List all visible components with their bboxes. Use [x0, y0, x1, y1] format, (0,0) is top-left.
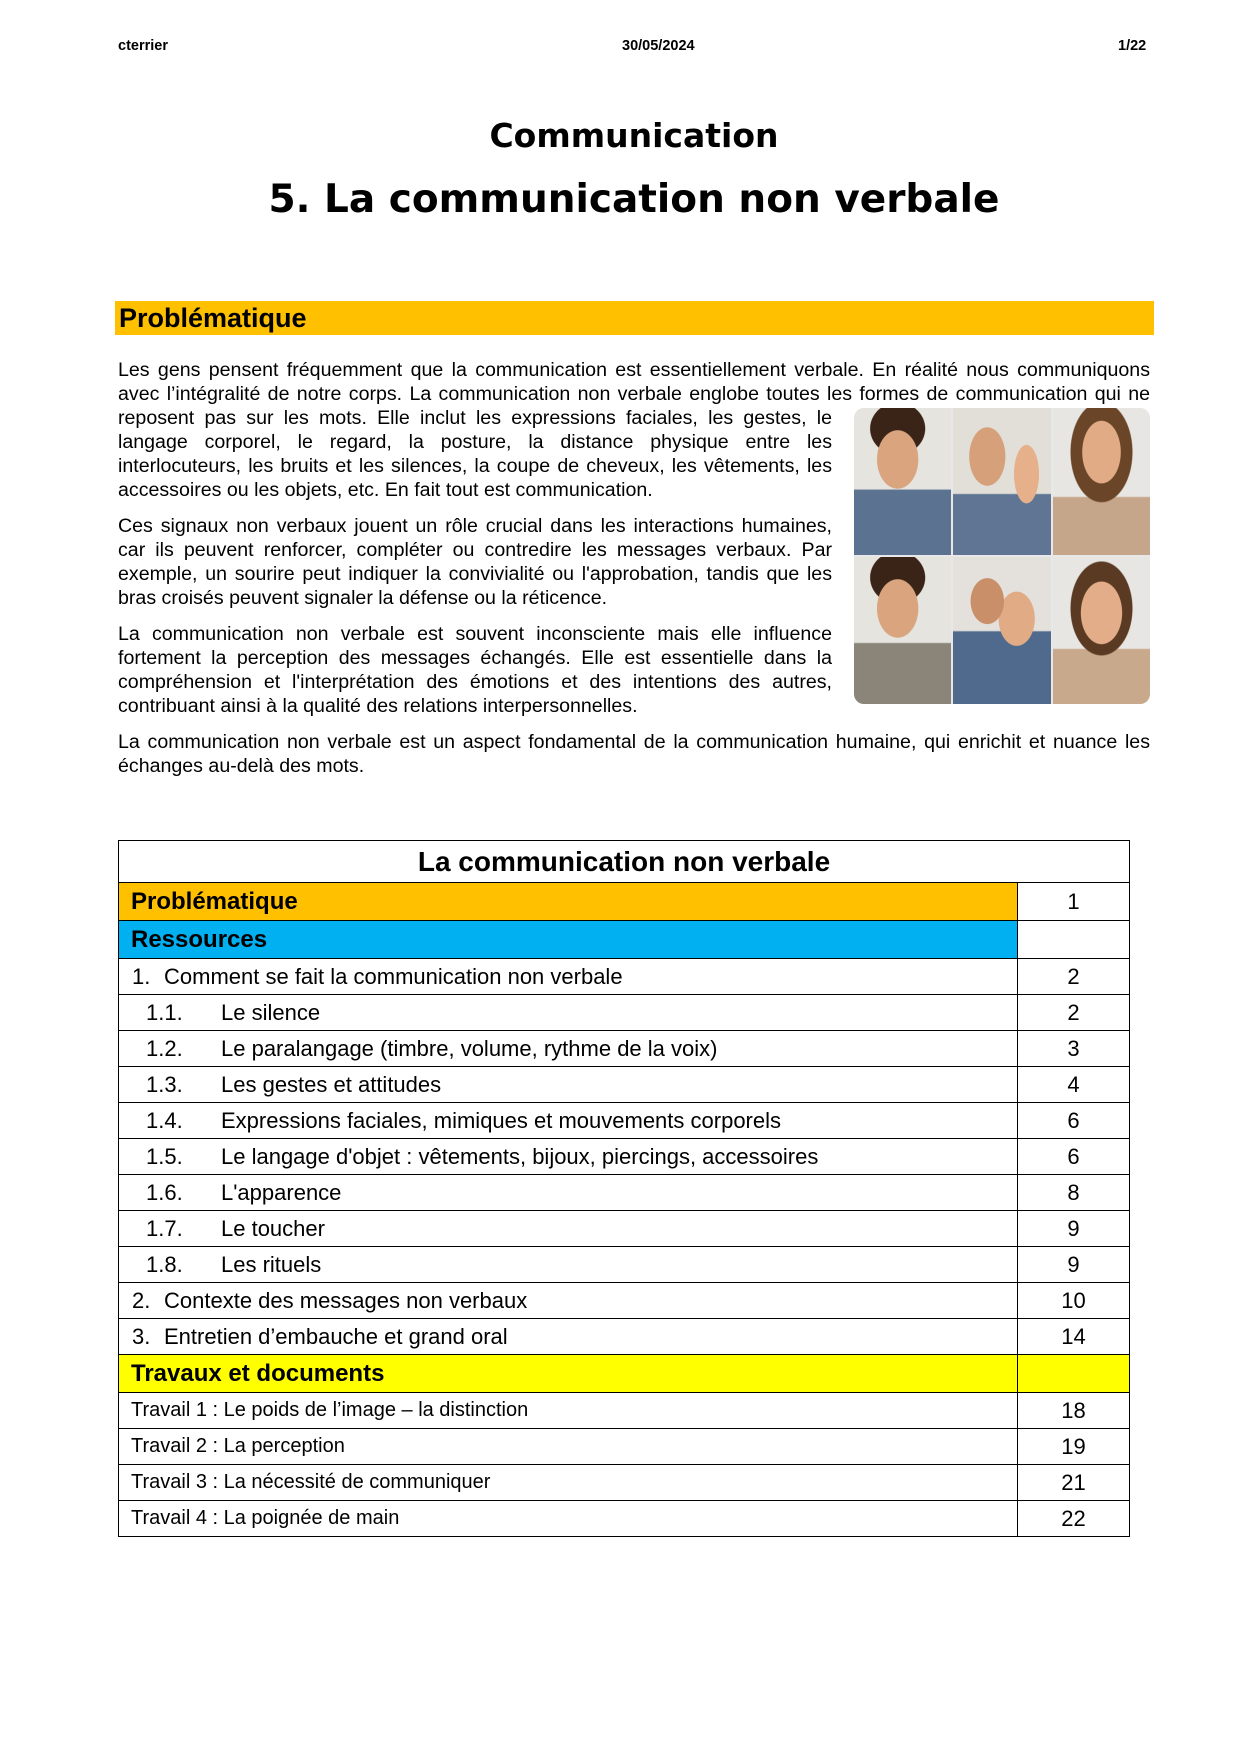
toc-row-travaux[interactable]: [119, 1355, 1130, 1393]
toc-number: 1.6.: [146, 1179, 183, 1205]
toc-number: 1.7.: [146, 1215, 183, 1241]
toc-number: 1.: [132, 963, 151, 989]
toc-number: 1.3.: [146, 1071, 183, 1097]
paragraph: La communication non verbale est souvent inconsciente mais elle influence fortement la perception des messages échangés. Elle est essentielle dans la compréhension et l'interprétation des émotions et des intentions des autres, contribuant ainsi à la qualité des relations interpersonnelles.: [118, 623, 832, 717]
toc-label: Le toucher: [221, 1215, 325, 1241]
toc-entry: [119, 1139, 1018, 1175]
toc-label: Contexte des messages non verbaux: [164, 1287, 528, 1313]
toc-row[interactable]: [119, 1031, 1130, 1067]
toc-row[interactable]: [119, 1319, 1130, 1355]
toc-label: Le silence: [221, 999, 321, 1025]
toc-entry: [119, 1175, 1018, 1211]
section-heading: Problématique: [119, 303, 307, 333]
photo-man-waving: [953, 408, 1050, 555]
toc-label: Travaux et documents: [119, 1355, 1018, 1393]
toc-row-travail[interactable]: [119, 1429, 1130, 1465]
toc-label: Le paralangage (timbre, volume, rythme de la voix): [221, 1035, 718, 1061]
toc-page: 6: [1018, 1103, 1130, 1139]
toc-row[interactable]: [119, 1247, 1130, 1283]
toc-page: 3: [1018, 1031, 1130, 1067]
toc-row-travail[interactable]: [119, 1501, 1130, 1537]
toc-entry: [119, 1103, 1018, 1139]
toc-entry: [119, 959, 1018, 995]
toc-entry: [119, 995, 1018, 1031]
toc-row[interactable]: [119, 995, 1130, 1031]
document-title: Communication: [489, 116, 779, 155]
toc-title: La communication non verbale: [119, 841, 1130, 883]
toc-number: 2.: [132, 1287, 151, 1313]
toc-entry: [119, 1283, 1018, 1319]
header-author: cterrier: [118, 38, 168, 54]
header-date: 30/05/2024: [622, 38, 695, 54]
toc-page: 2: [1018, 959, 1130, 995]
paragraph: La communication non verbale est un aspect fondamental de la communication humaine, qui enrichit et nuance les échanges au-delà des mots.: [118, 731, 1150, 777]
toc-number: 1.4.: [146, 1107, 183, 1133]
nonverbal-photo-collage: [854, 408, 1150, 704]
toc-page: 8: [1018, 1175, 1130, 1211]
paragraph: Les gens pensent fréquemment que la communication est essentiellement verbale. En réalité nous communiquons avec l’intégralité de notre corps. La communication non verbale englobe toutes les formes de communication qui ne reposent pas sur les mots. Elle inclut les expressions faciales, les gestes, le langage corporel, le regard, la posture, la distance physique entre les interlocuteurs, les bruits et les silences, la coupe de cheveux, les vêtements, les accessoires ou les objets, etc. En fait tout est communication.: [118, 359, 1150, 501]
toc-page: 4: [1018, 1067, 1130, 1103]
table-of-contents: [118, 840, 1130, 1537]
toc-label: Travail 1 : Le poids de l’image – la distinction: [119, 1393, 1018, 1429]
toc-page: 18: [1018, 1393, 1130, 1429]
toc-row-problematique[interactable]: [119, 883, 1130, 921]
paragraph: Ces signaux non verbaux jouent un rôle crucial dans les interactions humaines, car ils peuvent renforcer, compléter ou contredire les messages verbaux. Par exemple, un sourire peut indiquer la convivialité ou l'approbation, tandis que les bras croisés peuvent signaler la défense ou la réticence.: [118, 515, 832, 609]
toc-page: 14: [1018, 1319, 1130, 1355]
toc-row[interactable]: [119, 1211, 1130, 1247]
photo-woman-ok-gestures: [1053, 408, 1150, 555]
toc-page: 9: [1018, 1211, 1130, 1247]
photo-couple-hugging: [953, 557, 1050, 704]
toc-label: L'apparence: [221, 1179, 342, 1205]
toc-label: Problématique: [119, 883, 1018, 921]
toc-page: 21: [1018, 1465, 1130, 1501]
toc-label: Les rituels: [221, 1251, 322, 1277]
toc-label: Le langage d'objet : vêtements, bijoux, piercings, accessoires: [221, 1143, 819, 1169]
photo-woman-hands-on-cheeks: [1053, 557, 1150, 704]
document-subtitle: 5. La communication non verbale: [268, 177, 1000, 222]
toc-row[interactable]: [119, 959, 1130, 995]
toc-label: Expressions faciales, mimiques et mouvements corporels: [221, 1107, 782, 1133]
toc-page: 6: [1018, 1139, 1130, 1175]
toc-row-travail[interactable]: [119, 1393, 1130, 1429]
toc-number: 1.2.: [146, 1035, 183, 1061]
toc-page: 10: [1018, 1283, 1130, 1319]
toc-page: [1018, 921, 1130, 959]
toc-entry: [119, 1211, 1018, 1247]
toc-page: [1018, 1355, 1130, 1393]
toc-label: Travail 2 : La perception: [119, 1429, 1018, 1465]
toc-number: 1.8.: [146, 1251, 183, 1277]
toc-page: 2: [1018, 995, 1130, 1031]
toc-label: Ressources: [119, 921, 1018, 959]
toc-label: Comment se fait la communication non verbale: [164, 963, 623, 989]
toc-number: 1.5.: [146, 1143, 183, 1169]
toc-number: 1.1.: [146, 999, 183, 1025]
toc-row[interactable]: [119, 1103, 1130, 1139]
header-page-number: 1/22: [1118, 38, 1147, 54]
toc-row-travail[interactable]: [119, 1465, 1130, 1501]
intro-text: [118, 358, 1150, 790]
toc-page: 1: [1018, 883, 1130, 921]
toc-label: Travail 3 : La nécessité de communiquer: [119, 1465, 1018, 1501]
toc-page: 22: [1018, 1501, 1130, 1537]
toc-row[interactable]: [119, 1139, 1130, 1175]
toc-label: Entretien d’embauche et grand oral: [164, 1323, 508, 1349]
toc-label: Les gestes et attitudes: [221, 1071, 442, 1097]
toc-entry: [119, 1319, 1018, 1355]
section-heading-band: [115, 301, 1154, 335]
toc-entry: [119, 1067, 1018, 1103]
toc-number: 3.: [132, 1323, 151, 1349]
toc-label: Travail 4 : La poignée de main: [119, 1501, 1018, 1537]
toc-row[interactable]: [119, 1175, 1130, 1211]
photo-man-hand-on-chest: [854, 557, 951, 704]
toc-page: 9: [1018, 1247, 1130, 1283]
photo-man-ok-gesture: [854, 408, 951, 555]
toc-page: 19: [1018, 1429, 1130, 1465]
toc-entry: [119, 1031, 1018, 1067]
toc-row[interactable]: [119, 1283, 1130, 1319]
toc-entry: [119, 1247, 1018, 1283]
toc-row[interactable]: [119, 1067, 1130, 1103]
toc-row-ressources[interactable]: [119, 921, 1130, 959]
